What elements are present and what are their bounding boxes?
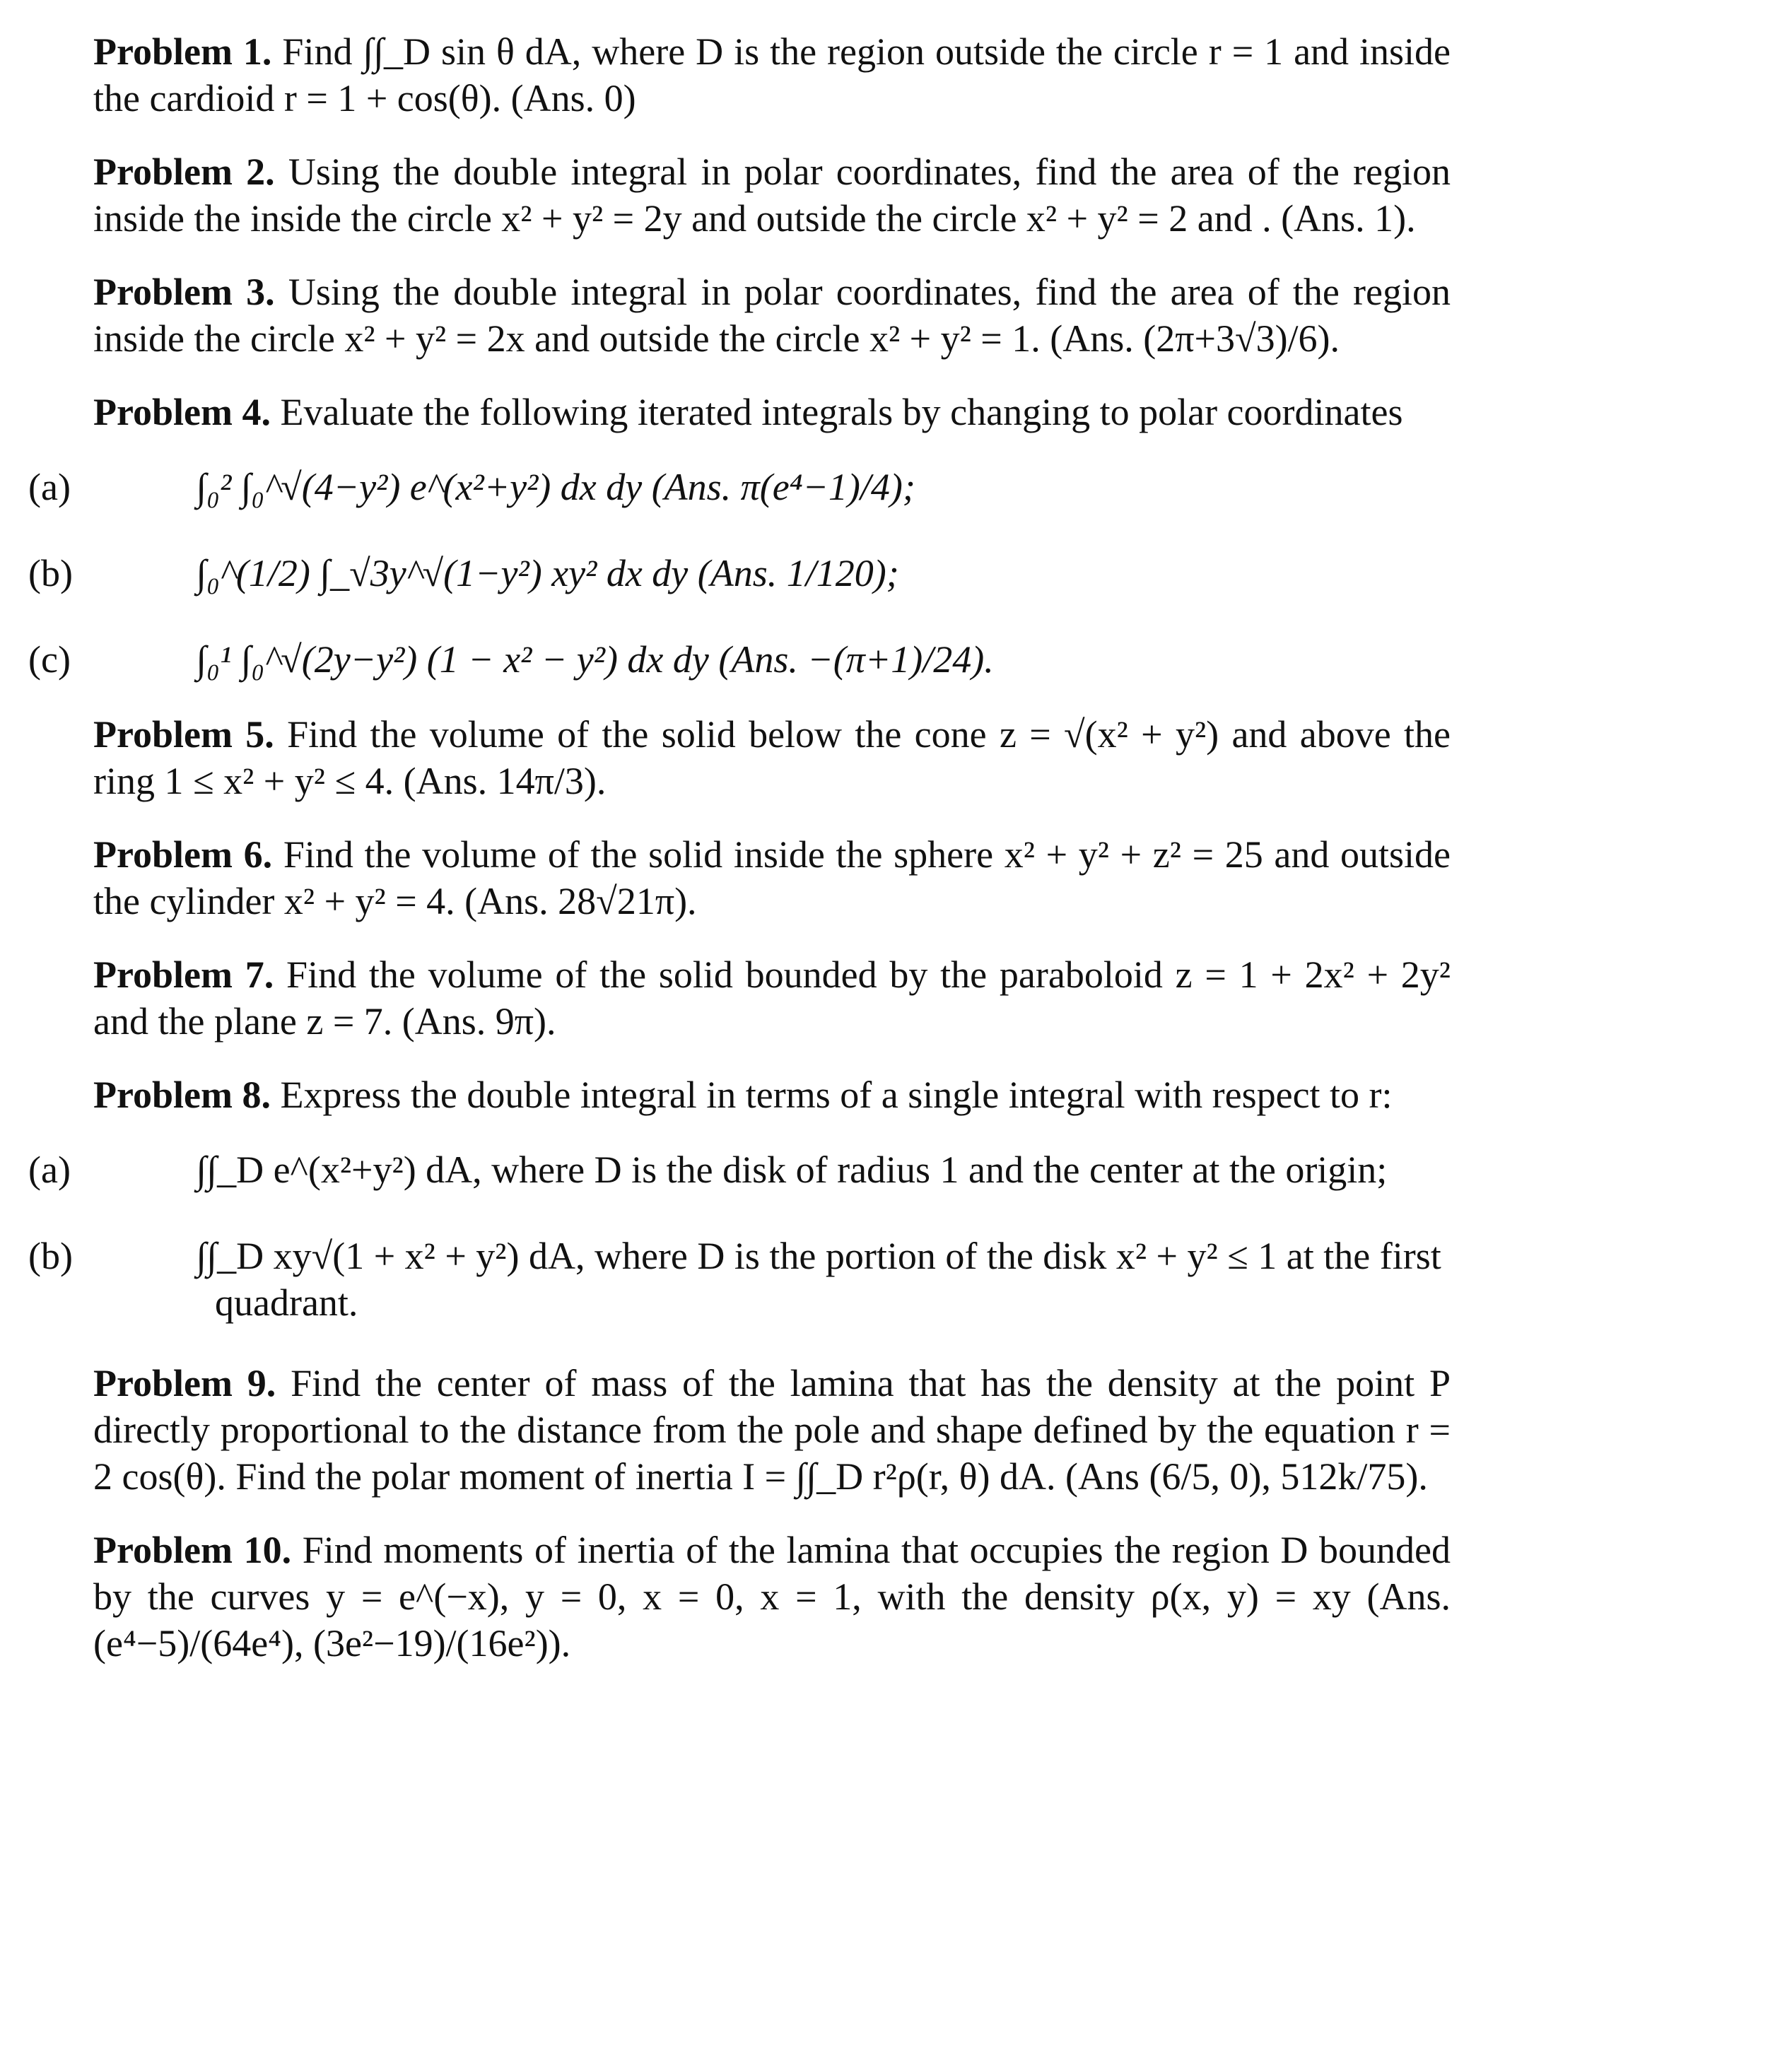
list-item [28,636,1451,683]
problem-text: Find the center of mass of the lamina that has the density at the point P directly proportional to the distance from the pole and shape defined by the equation r = 2 cos(θ). Find the polar moment of inertia I = ∫∫_D r²ρ(r, θ) dA. (Ans (6/5, 0), 512k/75). [93,1362,1451,1498]
problem-text: Find moments of inertia of the lamina that occupies the region D bounded by the curves y = e^(−x), y = 0, x = 0, x = 1, with the density ρ(x, y) = xy (Ans. (e⁴−5)/(64e⁴), (3e²−19)/(16e²)). [93,1529,1451,1665]
list-item [28,1233,1451,1326]
problem-5 [93,711,1451,804]
problem-10 [93,1527,1451,1667]
problem-text: Find the volume of the solid below the cone z = √(x² + y²) and above the ring 1 ≤ x² + y² ≤ 4. (Ans. 14π/3). [93,713,1451,802]
problem-label: Problem 1. [93,30,272,73]
problem-label: Problem 6. [93,833,273,876]
problem-text: Find the volume of the solid bounded by the paraboloid z = 1 + 2x² + 2y² and the plane z = 7. (Ans. 9π). [93,953,1451,1043]
item-tag: (a) [28,1149,71,1191]
list-item [28,1146,1451,1193]
problem-8-items [28,1146,1451,1326]
item-text: ∫₀¹ ∫₀^√(2y−y²) (1 − x² − y²) dx dy (Ans. −(π+1)/24). [196,638,994,681]
problem-4 [28,389,1451,683]
problem-label: Problem 10. [93,1529,292,1571]
item-tag: (b) [28,1235,73,1277]
problem-1 [93,28,1451,122]
problem-sheet [28,28,1451,1667]
item-text: ∫₀² ∫₀^√(4−y²) e^(x²+y²) dx dy (Ans. π(e⁴−1)/4); [196,466,915,508]
item-text: ∫∫_D xy√(1 + x² + y²) dA, where D is the portion of the disk x² + y² ≤ 1 at the first quadrant. [196,1235,1441,1324]
problem-label: Problem 7. [93,953,274,996]
problem-text: Find the volume of the solid inside the sphere x² + y² + z² = 25 and outside the cylinder x² + y² = 4. (Ans. 28√21π). [93,833,1451,922]
problem-9 [93,1360,1451,1500]
problem-label: Problem 4. [93,391,271,433]
problem-text: Find ∫∫_D sin θ dA, where D is the region outside the circle r = 1 and inside the cardioid r = 1 + cos(θ). (Ans. 0) [93,30,1451,119]
problem-4-intro [93,389,1451,435]
problem-8-intro [93,1072,1451,1118]
item-tag: (c) [28,638,71,681]
problem-label: Problem 5. [93,713,274,756]
item-text: ∫∫_D e^(x²+y²) dA, where D is the disk of radius 1 and the center at the origin; [196,1149,1388,1191]
problem-8 [28,1072,1451,1326]
problem-label: Problem 8. [93,1074,271,1116]
problem-text: Using the double integral in polar coordinates, find the area of the region inside the inside the circle x² + y² = 2y and outside the circle x² + y² = 2 and . (Ans. 1). [93,151,1451,240]
problem-text: Evaluate the following iterated integrals by changing to polar coordinates [280,391,1403,433]
problem-3 [93,269,1451,362]
problem-2 [93,148,1451,242]
item-tag: (a) [28,466,71,508]
problem-7 [93,951,1451,1045]
problem-4-items [28,464,1451,683]
list-item [28,550,1451,597]
problem-6 [93,831,1451,924]
item-text: ∫₀^(1/2) ∫_√3y^√(1−y²) xy² dx dy (Ans. 1/120); [196,552,899,594]
item-tag: (b) [28,552,73,594]
problem-text: Using the double integral in polar coordinates, find the area of the region inside the circle x² + y² = 2x and outside the circle x² + y² = 1. (Ans. (2π+3√3)/6). [93,271,1451,360]
list-item [28,464,1451,510]
problem-label: Problem 2. [93,151,275,193]
problem-text: Express the double integral in terms of a single integral with respect to r: [280,1074,1393,1116]
problem-label: Problem 9. [93,1362,276,1404]
problem-label: Problem 3. [93,271,275,313]
